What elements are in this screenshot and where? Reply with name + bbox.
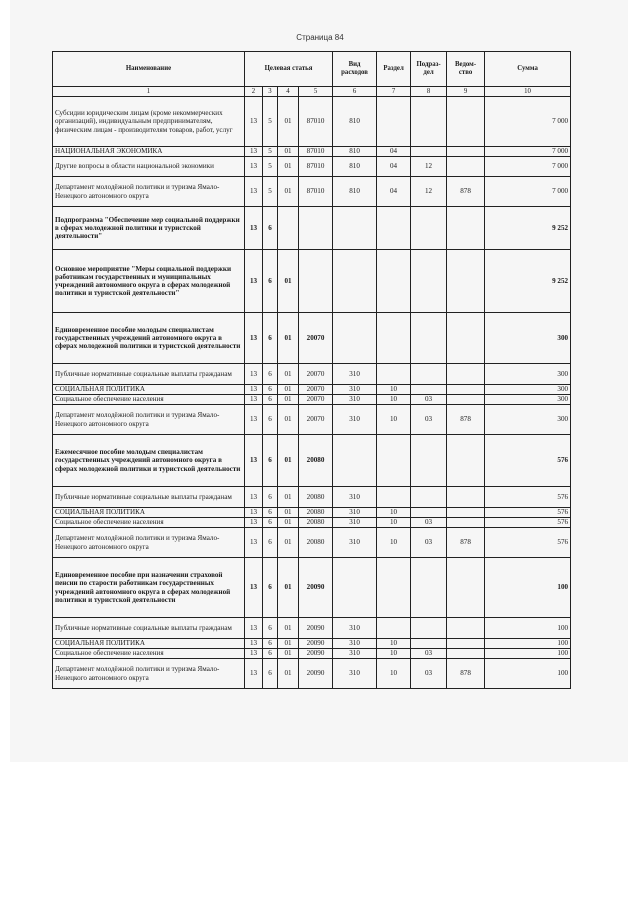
- header-target: Целевая статья: [245, 52, 333, 87]
- target-code-cell: 01: [278, 618, 299, 639]
- target-code-cell: 13: [245, 395, 263, 405]
- vedomstvo-cell: 878: [447, 405, 485, 435]
- target-code-cell: 01: [278, 649, 299, 659]
- target-code-cell: 20090: [299, 639, 333, 649]
- razdel-cell: 04: [377, 177, 411, 207]
- target-code-cell: 20080: [299, 508, 333, 518]
- podrazdel-cell: [411, 508, 447, 518]
- razdel-cell: [377, 558, 411, 618]
- podrazdel-cell: 03: [411, 395, 447, 405]
- target-code-cell: 6: [263, 313, 278, 364]
- vedomstvo-cell: [447, 487, 485, 508]
- target-code-cell: 20090: [299, 649, 333, 659]
- target-code-cell: 5: [263, 177, 278, 207]
- col-num: 5: [299, 87, 333, 97]
- razdel-cell: [377, 313, 411, 364]
- target-code-cell: 6: [263, 405, 278, 435]
- target-code-cell: 01: [278, 177, 299, 207]
- vid-cell: 810: [333, 157, 377, 177]
- vid-cell: 810: [333, 147, 377, 157]
- sum-cell: 9 252: [485, 250, 571, 313]
- row-name-cell: НАЦИОНАЛЬНАЯ ЭКОНОМИКА: [53, 147, 245, 157]
- sum-cell: 7 000: [485, 97, 571, 147]
- target-code-cell: 01: [278, 395, 299, 405]
- target-code-cell: 13: [245, 364, 263, 385]
- vid-cell: [333, 250, 377, 313]
- row-name-cell: Департамент молодёжной политики и туризма Ямало-Ненецкого автономного округа: [53, 528, 245, 558]
- vid-cell: 310: [333, 618, 377, 639]
- vedomstvo-cell: [447, 147, 485, 157]
- sum-cell: 300: [485, 395, 571, 405]
- target-code-cell: 5: [263, 147, 278, 157]
- razdel-cell: [377, 250, 411, 313]
- table-row: [53, 147, 571, 157]
- vid-cell: [333, 313, 377, 364]
- podrazdel-cell: [411, 147, 447, 157]
- target-code-cell: 6: [263, 250, 278, 313]
- target-code-cell: 6: [263, 207, 278, 250]
- col-num: 3: [263, 87, 278, 97]
- vedomstvo-cell: 878: [447, 177, 485, 207]
- target-code-cell: 13: [245, 528, 263, 558]
- target-code-cell: 13: [245, 313, 263, 364]
- target-code-cell: 20070: [299, 395, 333, 405]
- target-code-cell: 13: [245, 405, 263, 435]
- target-code-cell: 13: [245, 487, 263, 508]
- target-code-cell: 20070: [299, 313, 333, 364]
- vid-cell: 310: [333, 528, 377, 558]
- podrazdel-cell: [411, 618, 447, 639]
- target-code-cell: 6: [263, 395, 278, 405]
- target-code-cell: 87010: [299, 147, 333, 157]
- razdel-cell: 04: [377, 147, 411, 157]
- podrazdel-cell: [411, 364, 447, 385]
- vedomstvo-cell: [447, 157, 485, 177]
- podrazdel-cell: 03: [411, 518, 447, 528]
- sum-cell: 576: [485, 435, 571, 487]
- razdel-cell: 10: [377, 639, 411, 649]
- target-code-cell: 13: [245, 385, 263, 395]
- target-code-cell: 87010: [299, 157, 333, 177]
- sum-cell: 300: [485, 364, 571, 385]
- table-row: [53, 405, 571, 435]
- table-row: [53, 518, 571, 528]
- target-code-cell: 6: [263, 364, 278, 385]
- table-body: [53, 97, 571, 689]
- target-code-cell: 5: [263, 97, 278, 147]
- target-code-cell: 01: [278, 558, 299, 618]
- target-code-cell: 01: [278, 147, 299, 157]
- table-row: [53, 435, 571, 487]
- table-row: [53, 639, 571, 649]
- target-code-cell: 01: [278, 435, 299, 487]
- vedomstvo-cell: [447, 558, 485, 618]
- page-number: Страница 84: [296, 33, 344, 42]
- row-name-cell: Ежемесячное пособие молодым специалистам государственных учреждений автономного округа в сферах молодежной политики и туристской деятельности: [53, 435, 245, 487]
- target-code-cell: 6: [263, 435, 278, 487]
- sum-cell: 100: [485, 558, 571, 618]
- podrazdel-cell: [411, 207, 447, 250]
- target-code-cell: [299, 207, 333, 250]
- vid-cell: 310: [333, 639, 377, 649]
- razdel-cell: 10: [377, 649, 411, 659]
- target-code-cell: 01: [278, 508, 299, 518]
- target-code-cell: 13: [245, 508, 263, 518]
- target-code-cell: 20070: [299, 405, 333, 435]
- vedomstvo-cell: [447, 385, 485, 395]
- row-name-cell: СОЦИАЛЬНАЯ ПОЛИТИКА: [53, 639, 245, 649]
- row-name-cell: Публичные нормативные социальные выплаты гражданам: [53, 364, 245, 385]
- podrazdel-cell: 03: [411, 659, 447, 689]
- target-code-cell: 01: [278, 659, 299, 689]
- target-code-cell: 01: [278, 313, 299, 364]
- sum-cell: 7 000: [485, 177, 571, 207]
- table-row: [53, 97, 571, 147]
- target-code-cell: 6: [263, 558, 278, 618]
- podrazdel-cell: 03: [411, 528, 447, 558]
- target-code-cell: 13: [245, 639, 263, 649]
- vedomstvo-cell: 878: [447, 528, 485, 558]
- vedomstvo-cell: [447, 250, 485, 313]
- target-code-cell: 01: [278, 487, 299, 508]
- vedomstvo-cell: [447, 313, 485, 364]
- vedomstvo-cell: [447, 395, 485, 405]
- vid-cell: [333, 558, 377, 618]
- sum-cell: 9 252: [485, 207, 571, 250]
- table-row: [53, 364, 571, 385]
- header-podrazdel: Подраз-дел: [411, 52, 447, 87]
- vid-cell: 310: [333, 659, 377, 689]
- target-code-cell: 20070: [299, 364, 333, 385]
- sum-cell: 300: [485, 313, 571, 364]
- row-name-cell: Единовременное пособие молодым специалистам государственных учреждений автономного округа в сферах молодежной политики и туристской деятельности: [53, 313, 245, 364]
- target-code-cell: 6: [263, 518, 278, 528]
- razdel-cell: 10: [377, 518, 411, 528]
- vedomstvo-cell: [447, 508, 485, 518]
- column-number-row: [53, 87, 571, 97]
- row-name-cell: Публичные нормативные социальные выплаты гражданам: [53, 618, 245, 639]
- podrazdel-cell: [411, 385, 447, 395]
- header-row: [53, 52, 571, 87]
- target-code-cell: 01: [278, 250, 299, 313]
- table-row: [53, 649, 571, 659]
- podrazdel-cell: [411, 435, 447, 487]
- sum-cell: 576: [485, 528, 571, 558]
- table-row: [53, 528, 571, 558]
- target-code-cell: 5: [263, 157, 278, 177]
- vid-cell: 310: [333, 487, 377, 508]
- target-code-cell: 87010: [299, 177, 333, 207]
- target-code-cell: 6: [263, 618, 278, 639]
- sum-cell: 100: [485, 639, 571, 649]
- sum-cell: 300: [485, 405, 571, 435]
- vedomstvo-cell: [447, 618, 485, 639]
- target-code-cell: 01: [278, 97, 299, 147]
- row-name-cell: Субсидии юридическим лицам (кроме некоммерческих организаций), индивидуальным предпринимателям, физическим лицам - производителям товаров, работ, услуг: [53, 97, 245, 147]
- row-name-cell: СОЦИАЛЬНАЯ ПОЛИТИКА: [53, 508, 245, 518]
- table-row: [53, 618, 571, 639]
- target-code-cell: 20090: [299, 558, 333, 618]
- target-code-cell: 20080: [299, 487, 333, 508]
- table-row: [53, 250, 571, 313]
- vedomstvo-cell: [447, 97, 485, 147]
- row-name-cell: Основное мероприятие "Меры социальной поддержки работникам государственных и муниципальных учреждений автономного округа в сферах молодежной политики и туристской деятельности": [53, 250, 245, 313]
- vid-cell: 810: [333, 97, 377, 147]
- target-code-cell: 13: [245, 518, 263, 528]
- table-row: [53, 508, 571, 518]
- target-code-cell: 13: [245, 649, 263, 659]
- row-name-cell: Департамент молодёжной политики и туризма Ямало-Ненецкого автономного округа: [53, 177, 245, 207]
- sum-cell: 576: [485, 518, 571, 528]
- target-code-cell: 13: [245, 558, 263, 618]
- vedomstvo-cell: [447, 435, 485, 487]
- header-name: Наименование: [53, 52, 245, 87]
- target-code-cell: 01: [278, 385, 299, 395]
- table-row: [53, 558, 571, 618]
- podrazdel-cell: [411, 639, 447, 649]
- razdel-cell: [377, 487, 411, 508]
- target-code-cell: 6: [263, 659, 278, 689]
- vid-cell: [333, 435, 377, 487]
- target-code-cell: 20080: [299, 435, 333, 487]
- row-name-cell: Другие вопросы в области национальной экономики: [53, 157, 245, 177]
- table-row: [53, 395, 571, 405]
- table-row: [53, 177, 571, 207]
- razdel-cell: [377, 435, 411, 487]
- target-code-cell: 01: [278, 364, 299, 385]
- target-code-cell: 01: [278, 157, 299, 177]
- target-code-cell: 6: [263, 508, 278, 518]
- target-code-cell: 6: [263, 487, 278, 508]
- header-vid: Вид расходов: [333, 52, 377, 87]
- target-code-cell: 13: [245, 435, 263, 487]
- vedomstvo-cell: [447, 207, 485, 250]
- table-row: [53, 385, 571, 395]
- sum-cell: 100: [485, 659, 571, 689]
- target-code-cell: [278, 207, 299, 250]
- podrazdel-cell: [411, 487, 447, 508]
- col-num: 1: [53, 87, 245, 97]
- col-num: 7: [377, 87, 411, 97]
- sum-cell: 100: [485, 618, 571, 639]
- row-name-cell: Департамент молодёжной политики и туризма Ямало-Ненецкого автономного округа: [53, 659, 245, 689]
- target-code-cell: 13: [245, 177, 263, 207]
- budget-table: [52, 51, 571, 689]
- target-code-cell: 13: [245, 97, 263, 147]
- target-code-cell: 20080: [299, 528, 333, 558]
- target-code-cell: 20080: [299, 518, 333, 528]
- col-num: 10: [485, 87, 571, 97]
- target-code-cell: 13: [245, 659, 263, 689]
- col-num: 4: [278, 87, 299, 97]
- target-code-cell: 01: [278, 405, 299, 435]
- sum-cell: 7 000: [485, 147, 571, 157]
- vedomstvo-cell: [447, 518, 485, 528]
- vid-cell: [333, 207, 377, 250]
- razdel-cell: 10: [377, 405, 411, 435]
- target-code-cell: 13: [245, 618, 263, 639]
- vedomstvo-cell: [447, 649, 485, 659]
- podrazdel-cell: [411, 250, 447, 313]
- podrazdel-cell: [411, 558, 447, 618]
- target-code-cell: 13: [245, 207, 263, 250]
- sum-cell: 100: [485, 649, 571, 659]
- table-row: [53, 487, 571, 508]
- target-code-cell: 01: [278, 528, 299, 558]
- row-name-cell: Департамент молодёжной политики и туризма Ямало-Ненецкого автономного округа: [53, 405, 245, 435]
- vid-cell: 310: [333, 385, 377, 395]
- target-code-cell: 13: [245, 157, 263, 177]
- razdel-cell: 10: [377, 385, 411, 395]
- podrazdel-cell: [411, 97, 447, 147]
- col-num: 6: [333, 87, 377, 97]
- razdel-cell: 04: [377, 157, 411, 177]
- col-num: 2: [245, 87, 263, 97]
- header-razdel: Раздел: [377, 52, 411, 87]
- row-name-cell: Социальное обеспечение населения: [53, 649, 245, 659]
- vid-cell: 310: [333, 405, 377, 435]
- target-code-cell: 20090: [299, 659, 333, 689]
- header-summa: Сумма: [485, 52, 571, 87]
- podrazdel-cell: 03: [411, 649, 447, 659]
- podrazdel-cell: [411, 313, 447, 364]
- razdel-cell: [377, 97, 411, 147]
- razdel-cell: 10: [377, 528, 411, 558]
- target-code-cell: 6: [263, 528, 278, 558]
- target-code-cell: 01: [278, 518, 299, 528]
- target-code-cell: 6: [263, 639, 278, 649]
- vid-cell: 310: [333, 518, 377, 528]
- vedomstvo-cell: [447, 639, 485, 649]
- col-num: 8: [411, 87, 447, 97]
- vid-cell: 310: [333, 395, 377, 405]
- razdel-cell: 10: [377, 508, 411, 518]
- row-name-cell: Социальное обеспечение населения: [53, 518, 245, 528]
- razdel-cell: 10: [377, 395, 411, 405]
- row-name-cell: Публичные нормативные социальные выплаты гражданам: [53, 487, 245, 508]
- vid-cell: 310: [333, 649, 377, 659]
- podrazdel-cell: 12: [411, 157, 447, 177]
- vedomstvo-cell: [447, 364, 485, 385]
- col-num: 9: [447, 87, 485, 97]
- sum-cell: 576: [485, 508, 571, 518]
- razdel-cell: [377, 618, 411, 639]
- target-code-cell: 6: [263, 385, 278, 395]
- vid-cell: 310: [333, 508, 377, 518]
- table-row: [53, 207, 571, 250]
- target-code-cell: 6: [263, 649, 278, 659]
- table-row: [53, 313, 571, 364]
- vid-cell: 810: [333, 177, 377, 207]
- sum-cell: 7 000: [485, 157, 571, 177]
- target-code-cell: 20090: [299, 618, 333, 639]
- sum-cell: 300: [485, 385, 571, 395]
- target-code-cell: 20070: [299, 385, 333, 395]
- razdel-cell: [377, 207, 411, 250]
- row-name-cell: Подпрограмма "Обеспечение мер социальной поддержки в сферах молодежной политики и туристской деятельности": [53, 207, 245, 250]
- header-vedomstvo: Ведом-ство: [447, 52, 485, 87]
- row-name-cell: Социальное обеспечение населения: [53, 395, 245, 405]
- podrazdel-cell: 03: [411, 405, 447, 435]
- podrazdel-cell: 12: [411, 177, 447, 207]
- razdel-cell: 10: [377, 659, 411, 689]
- razdel-cell: [377, 364, 411, 385]
- table-row: [53, 157, 571, 177]
- row-name-cell: Единовременное пособие при назначении страховой пенсии по старости работникам государственных учреждений автономного округа в сферах молодежной политики и туристской деятельности: [53, 558, 245, 618]
- target-code-cell: 87010: [299, 97, 333, 147]
- sum-cell: 576: [485, 487, 571, 508]
- vedomstvo-cell: 878: [447, 659, 485, 689]
- target-code-cell: 13: [245, 250, 263, 313]
- table-row: [53, 659, 571, 689]
- target-code-cell: [299, 250, 333, 313]
- target-code-cell: 01: [278, 639, 299, 649]
- target-code-cell: 13: [245, 147, 263, 157]
- vid-cell: 310: [333, 364, 377, 385]
- row-name-cell: СОЦИАЛЬНАЯ ПОЛИТИКА: [53, 385, 245, 395]
